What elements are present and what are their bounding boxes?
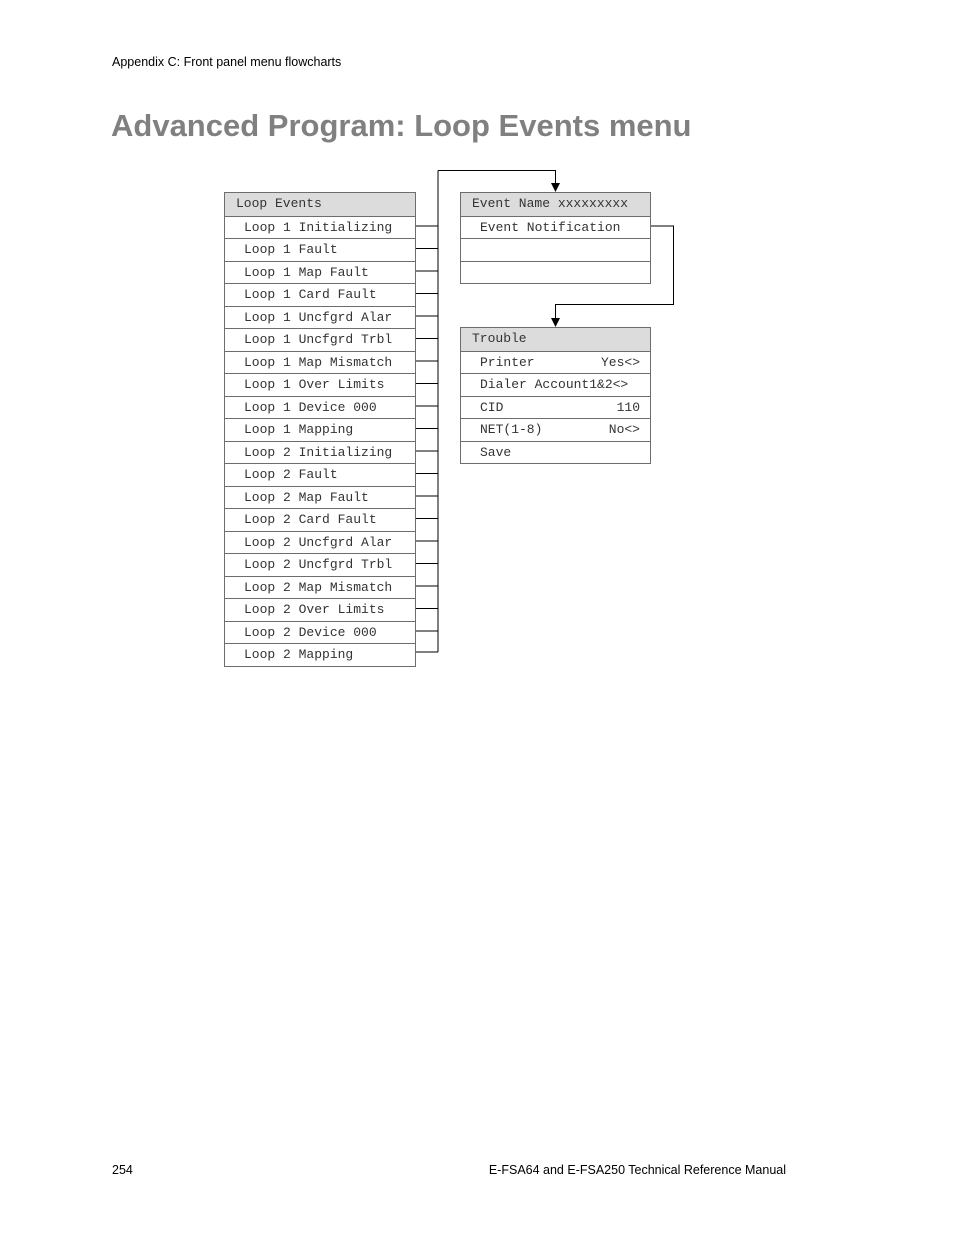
menu-item-value: 110 [616, 399, 640, 415]
menu-item-label: Dialer Account1&2<> [480, 377, 629, 392]
footer-manual-title: E-FSA64 and E-FSA250 Technical Reference Manual [488, 1163, 786, 1177]
page-number: 254 [112, 1163, 133, 1177]
menu-item-value: No<> [608, 422, 640, 437]
event-name-header-label: Event Name xxxxxxxxx [472, 196, 629, 211]
menu-item-value: Yes<> [600, 354, 640, 370]
menu-item-label: Printer [480, 354, 535, 370]
menu-item-label: Loop 1 Uncfgrd Alar [244, 309, 393, 325]
event-notification-connector [556, 226, 674, 319]
connector-to-event-name [438, 171, 556, 185]
menu-item-label: Loop 2 Mapping [244, 647, 354, 662]
connector-to-trouble [556, 226, 674, 319]
arrow-down-icon [551, 318, 560, 327]
menu-item-label: Loop 1 Map Fault [244, 264, 369, 280]
menu-item-label: Loop 2 Map Mismatch [244, 579, 393, 595]
menu-item-label: Loop 2 Map Fault [244, 489, 369, 505]
menu-item-label: Loop 1 Card Fault [244, 287, 377, 302]
menu-item-label: Loop 2 Uncfgrd Trbl [244, 557, 393, 572]
menu-item-label: Loop 1 Initializing [244, 219, 393, 235]
menu-item-label: Loop 1 Uncfgrd Trbl [244, 332, 393, 347]
menu-item-label: NET(1-8) [480, 422, 543, 437]
menu-item-label: Loop 1 Device 000 [244, 399, 377, 415]
menu-item-label: Event Notification [480, 219, 621, 235]
arrow-down-icon [551, 183, 560, 192]
page-title: Advanced Program: Loop Events menu [111, 108, 692, 143]
trouble-header-label: Trouble [472, 331, 527, 346]
menu-item-label: Loop 1 Mapping [244, 422, 354, 437]
menu-item-label: Loop 2 Device 000 [244, 624, 377, 640]
menu-item-label: Loop 2 Fault [244, 467, 338, 482]
menu-item-label: Save [480, 444, 512, 460]
menu-item-label: Loop 1 Over Limits [244, 377, 385, 392]
menu-item-label: Loop 2 Uncfgrd Alar [244, 534, 393, 550]
menu-item-label: Loop 2 Over Limits [244, 602, 385, 617]
page-header: Appendix C: Front panel menu flowcharts [112, 55, 342, 69]
menu-item-label: Loop 2 Initializing [244, 444, 393, 460]
menu-item-label: CID [480, 399, 504, 415]
menu-item-label: Loop 1 Fault [244, 242, 338, 257]
menu-item-label: Loop 1 Map Mismatch [244, 354, 393, 370]
loop-events-header-label: Loop Events [236, 196, 322, 211]
loop-events-connector [416, 171, 556, 653]
menu-item-label: Loop 2 Card Fault [244, 512, 377, 527]
